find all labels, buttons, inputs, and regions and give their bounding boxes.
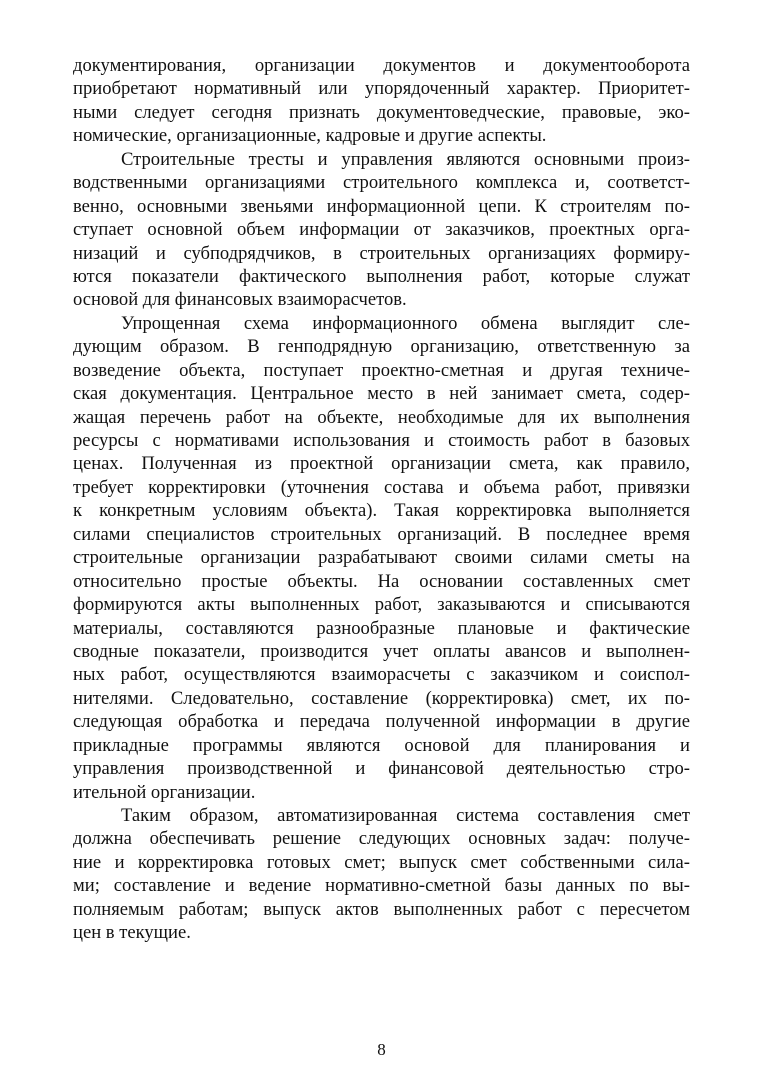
text-line: следующая обработка и передача полученной информации в другие: [73, 711, 690, 733]
text-line: дующим образом. В генподрядную организацию, ответственную за: [73, 336, 690, 358]
text-line: Таким образом, автоматизированная система составления смет: [121, 805, 690, 826]
text-line: должна обеспечивать решение следующих основных задач: получе-: [73, 828, 690, 850]
text-line: номические, организационные, кадровые и другие аспекты.: [73, 125, 547, 147]
text-line: ми; составление и ведение нормативно-сметной базы данных по вы-: [73, 875, 690, 897]
text-line: Строительные тресты и управления являются основными произ-: [121, 148, 690, 170]
page-body: [73, 54, 690, 945]
text-line: возведение объекта, поступает проектно-сметная и другая техниче-: [73, 359, 690, 381]
text-line: венно, основными звеньями информационной цепи. К строителям по-: [73, 195, 690, 217]
text-line: ительной организации.: [73, 781, 256, 803]
text-line: к конкретным условиям объекта). Такая корректировка выполняется: [73, 500, 690, 522]
text-line: низаций и субподрядчиков, в строительных организациях формиру-: [73, 242, 690, 264]
text-line: ская документация. Центральное место в ней занимает смета, содер-: [73, 383, 690, 405]
text-line: Упрощенная схема информационного обмена выглядит сле-: [121, 312, 690, 334]
text-line: основой для финансовых взаиморасчетов.: [73, 289, 407, 311]
text-line: жащая перечень работ на объекте, необходимые для их выполнения: [73, 406, 690, 428]
paragraph: [73, 312, 690, 804]
text-line: водственными организациями строительного комплекса и, соответст-: [73, 172, 690, 194]
text-line: силами специалистов строительных организаций. В последнее время: [73, 523, 690, 545]
text-line: строительные организации разрабатывают своими силами сметы на: [73, 547, 690, 569]
text-line: цен в текущие.: [73, 922, 191, 944]
text-line: документирования, организации документов и документооборота: [73, 55, 690, 76]
text-line: прикладные программы являются основой для планирования и: [73, 734, 690, 756]
text-line: ются показатели фактического выполнения работ, которые служат: [73, 265, 690, 287]
text-line: приобретают нормативный или упорядоченный характер. Приоритет-: [73, 78, 690, 100]
text-line: ресурсы с нормативами использования и стоимость работ в базовых: [73, 430, 690, 451]
text-line: полняемым работам; выпуск актов выполненных работ с пересчетом: [73, 898, 690, 920]
text-line: управления производственной и финансовой деятельностью стро-: [73, 758, 690, 780]
text-line: ными следует сегодня признать документоведческие, правовые, эко-: [73, 101, 690, 123]
text-line: относительно простые объекты. На основании составленных смет: [73, 570, 690, 592]
text-line: материалы, составляются разнообразные плановые и фактические: [73, 617, 690, 639]
text-line: требует корректировки (уточнения состава и объема работ, привязки: [73, 476, 690, 498]
text-line: ных работ, осуществляются взаиморасчеты с заказчиком и соиспол-: [73, 664, 690, 686]
text-line: сводные показатели, производится учет оплаты авансов и выполнен-: [73, 640, 690, 662]
page-number: 8: [377, 1040, 386, 1059]
text-line: нителями. Следовательно, составление (корректировка) смет, их по-: [73, 687, 690, 709]
paragraph: [73, 804, 690, 945]
paragraph: [73, 148, 690, 312]
text-line: ние и корректировка готовых смет; выпуск смет собственными сила-: [73, 851, 690, 873]
text-line: ступает основной объем информации от заказчиков, проектных орга-: [73, 219, 690, 241]
text-line: ценах. Полученная из проектной организации смета, как правило,: [73, 453, 690, 475]
text-line: формируются акты выполненных работ, заказываются и списываются: [73, 594, 690, 616]
paragraph: [73, 54, 690, 148]
